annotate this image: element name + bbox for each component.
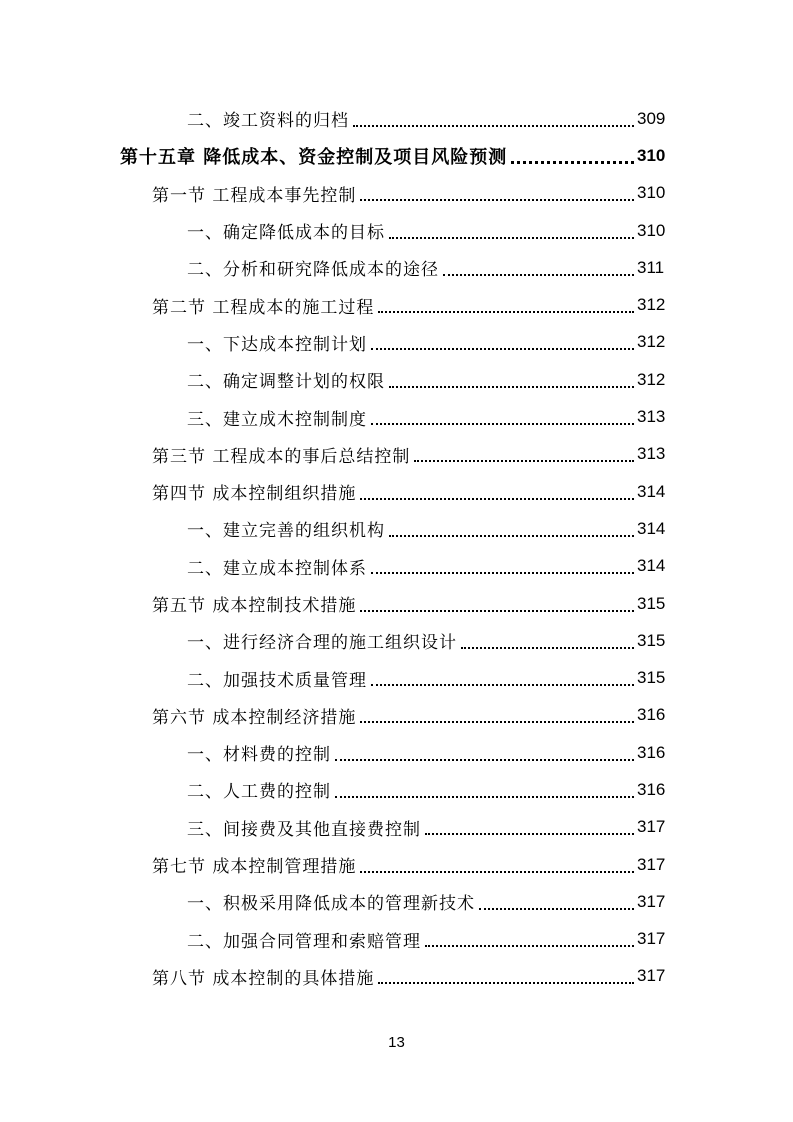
toc-entry-section[interactable] — [0, 175, 793, 212]
toc-entry-title: 第二节 工程成本的施工过程 — [152, 297, 375, 318]
toc-entry-page: 317 — [637, 854, 666, 874]
toc-entry-item[interactable] — [0, 771, 793, 808]
toc-entry-page: 316 — [637, 779, 666, 799]
toc-entry-page: 311 — [637, 257, 665, 277]
toc-entry-page: 317 — [637, 891, 666, 911]
toc-entry-title: 一、材料费的控制 — [187, 745, 331, 766]
toc-entry-title: 二、竣工资料的归档 — [187, 111, 349, 132]
toc-entry-title: 一、确定降低成本的目标 — [187, 223, 385, 244]
dot-leader — [389, 386, 634, 388]
dot-leader — [360, 610, 634, 612]
toc-entry-page: 314 — [637, 556, 666, 576]
toc-entry-title: 二、加强技术质量管理 — [187, 670, 367, 691]
page-number: 13 — [388, 1034, 405, 1051]
toc-entry-title: 第三节 工程成本的事后总结控制 — [152, 446, 411, 467]
dot-leader — [389, 237, 634, 239]
toc-entry-item[interactable] — [0, 921, 793, 958]
toc-entry-title: 二、确定调整计划的权限 — [187, 372, 385, 393]
toc-entry-section[interactable] — [0, 846, 793, 883]
toc-entry-title: 三、建立成木控制制度 — [187, 409, 367, 430]
dot-leader — [378, 982, 634, 984]
toc-entry-title: 二、人工费的控制 — [187, 782, 331, 803]
toc-entry-item[interactable] — [0, 100, 793, 137]
dot-leader — [360, 721, 634, 723]
toc-entry-item[interactable] — [0, 548, 793, 585]
dot-leader — [335, 796, 634, 798]
toc-entry-page: 315 — [637, 593, 666, 613]
dot-leader — [511, 161, 634, 164]
dot-leader — [360, 199, 634, 201]
toc-entry-item[interactable] — [0, 734, 793, 771]
toc-entry-item[interactable] — [0, 809, 793, 846]
toc-entry-section[interactable] — [0, 436, 793, 473]
toc-entry-title: 一、建立完善的组织机构 — [187, 521, 385, 542]
toc-entry-title: 一、积极采用降低成本的管理新技术 — [187, 894, 475, 915]
dot-leader — [335, 759, 634, 761]
toc-entry-page: 313 — [637, 407, 666, 427]
toc-entry-item[interactable] — [0, 659, 793, 696]
toc-entry-item[interactable] — [0, 510, 793, 547]
dot-leader — [461, 647, 634, 649]
toc-entry-title: 一、进行经济合理的施工组织设计 — [187, 633, 457, 654]
toc-entry-page: 312 — [637, 295, 666, 315]
dot-leader — [425, 945, 634, 947]
toc-entry-page: 314 — [637, 518, 666, 538]
toc-entry-page: 315 — [637, 630, 666, 650]
toc-entry-page: 313 — [637, 444, 666, 464]
toc-entry-section[interactable] — [0, 697, 793, 734]
toc-entry-title: 第十五章 降低成本、资金控制及项目风险预测 — [120, 146, 508, 168]
dot-leader — [360, 498, 634, 500]
toc-entry-item[interactable] — [0, 361, 793, 398]
dot-leader — [378, 311, 634, 313]
toc-entry-page: 316 — [637, 742, 666, 762]
dot-leader — [371, 423, 634, 425]
toc-entry-section[interactable] — [0, 473, 793, 510]
toc-entry-page: 310 — [637, 220, 666, 240]
toc-entry-chapter[interactable] — [0, 137, 793, 174]
dot-leader — [353, 125, 634, 127]
dot-leader — [414, 460, 634, 462]
toc-entry-title: 第五节 成本控制技术措施 — [152, 596, 357, 616]
toc-entry-page: 309 — [637, 108, 666, 128]
toc-entry-page: 310 — [637, 183, 666, 203]
toc-entry-section[interactable] — [0, 958, 793, 995]
dot-leader — [360, 871, 634, 873]
toc-entry-title: 第四节 成本控制组织措施 — [152, 484, 357, 505]
toc-entry-page: 317 — [637, 929, 666, 949]
toc-entry-title: 第一节 工程成本事先控制 — [152, 185, 357, 206]
toc-entry-title: 一、下达成本控制计划 — [187, 334, 367, 355]
dot-leader — [425, 833, 634, 835]
toc-entry-title: 二、建立成本控制体系 — [187, 558, 367, 579]
toc-entry-item[interactable] — [0, 883, 793, 920]
toc-entry-page: 315 — [637, 668, 666, 688]
dot-leader — [443, 274, 634, 276]
dot-leader — [371, 684, 634, 686]
dot-leader — [371, 572, 634, 574]
toc-entry-page: 317 — [637, 966, 666, 986]
dot-leader — [479, 908, 634, 910]
dot-leader — [371, 348, 634, 350]
toc-entry-page: 312 — [637, 332, 666, 352]
table-of-contents — [0, 100, 793, 995]
toc-entry-page: 314 — [637, 481, 666, 501]
toc-entry-item[interactable] — [0, 324, 793, 361]
toc-entry-title: 三、间接费及其他直接费控制 — [187, 819, 421, 840]
toc-entry-section[interactable] — [0, 585, 793, 622]
toc-entry-page: 310 — [637, 145, 666, 165]
toc-entry-section[interactable] — [0, 286, 793, 323]
toc-entry-item[interactable] — [0, 398, 793, 435]
toc-entry-item[interactable] — [0, 249, 793, 286]
toc-entry-page: 316 — [637, 705, 666, 725]
dot-leader — [389, 535, 634, 537]
toc-entry-title: 第七节 成本控制管理措施 — [152, 857, 357, 878]
toc-entry-title: 第六节 成本控制经济措施 — [152, 707, 357, 728]
toc-entry-item[interactable] — [0, 212, 793, 249]
toc-entry-page: 317 — [637, 817, 666, 837]
toc-entry-item[interactable] — [0, 622, 793, 659]
toc-entry-title: 二、加强合同管理和索赔管理 — [187, 931, 421, 952]
toc-entry-title: 第八节 成本控制的具体措施 — [152, 968, 375, 989]
toc-entry-page: 312 — [637, 369, 666, 389]
toc-entry-title: 二、分析和研究降低成本的途径 — [187, 260, 439, 281]
